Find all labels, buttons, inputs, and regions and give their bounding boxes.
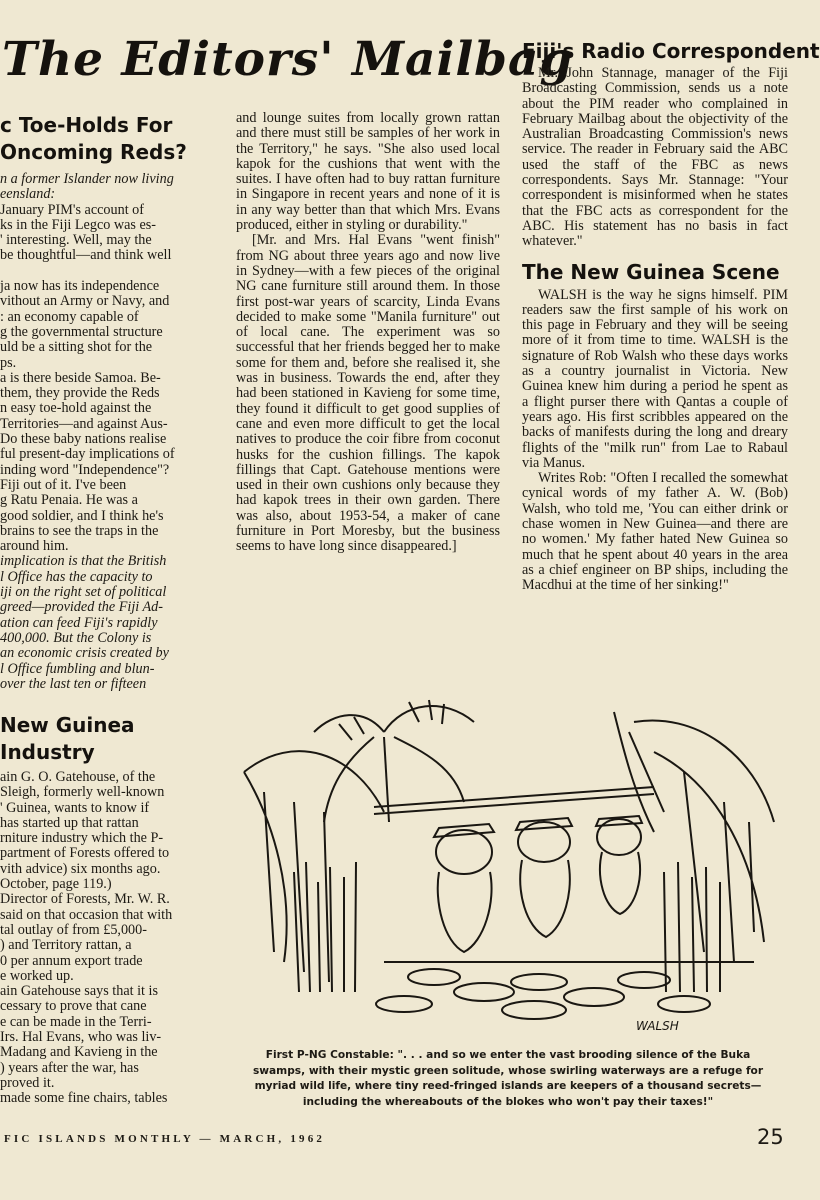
left-column-2-paragraph: Irs. Hal Evans, who was liv- (0, 1029, 162, 1046)
left-column-2-paragraph: rniture industry which the P- (0, 830, 164, 847)
left-column-paragraph: : an economy capable of (0, 308, 139, 325)
left-column-paragraph: Territories—and against Aus- (0, 415, 168, 432)
left-column-2-paragraph: said on that occasion that with (0, 906, 173, 923)
left-column-paragraph: them, they provide the Reds (0, 385, 160, 402)
left-column-2-paragraph: made some fine chairs, tables (0, 1090, 168, 1107)
left-column-2-paragraph: ) and Territory rattan, a (0, 937, 132, 954)
left-column-2-paragraph: Director of Forests, Mr. W. R. (0, 891, 170, 908)
cartoon-signature: WALSH (636, 1019, 679, 1033)
middle-column-paragraph: [Mr. and Mrs. Hal Evans "went finish" from NG about three years ago and now live in Sydney—with a few pieces of the original NG cane furniture still around them. In those first post-war years of scarcity, Linda Evans decided to make some "Manila furniture" out of local cane. The experiment was so successful that her friends begged her to make some for them and, before she realised it, she was in business. Towards the end, after they had been stationed in Kavieng for some time, they found it difficult to get good supplies of cane and even more difficult to get the local natives to produce the coir fibre from coconut husks for the cushion fillings. The kapok fillings that Capt. Gatehouse mentions were used in their own cushions only because they had kapok trees in their own garden. There was also, about 1953-54, a maker of cane furniture in Port Moresby, but the business seems to have long since disappeared.] (236, 232, 500, 555)
left-column-paragraph: ful present-day implications of (0, 446, 175, 463)
middle-article-body (236, 111, 500, 691)
left-article-2 (0, 712, 214, 1117)
left-column-2-paragraph: e worked up. (0, 967, 74, 984)
footer-running-title: FIC ISLANDS MONTHLY — MARCH, 1962 (4, 1133, 326, 1145)
left-column-paragraph: l Office has the capacity to (0, 568, 153, 585)
left-column-2-paragraph: ain Gatehouse says that it is (0, 983, 159, 1000)
left-column-2-paragraph: e can be made in the Terri- (0, 1013, 152, 1030)
left-column-paragraph: around him. (0, 538, 69, 555)
left-column-paragraph: January PIM's account of (0, 201, 145, 218)
left-column-paragraph: an economic crisis created by (0, 645, 169, 662)
left-column-paragraph: vithout an Army or Navy, and (0, 293, 170, 310)
left-article (0, 112, 214, 692)
left-column-2-paragraph: Madang and Kavieng in the (0, 1044, 158, 1061)
left-column-paragraph: g the governmental structure (0, 323, 163, 340)
left-headline-line-1: c Toe-Holds For (0, 113, 173, 137)
right-column-2-paragraph: WALSH is the way he signs himself. PIM readers saw the first sample of his work on this page in February and they will be seeing more of it from time to time. WALSH is the signature of Rob Walsh who these days works as a country journalist in Victoria. New Guinea knew him during a period he spent as a flight purser there with Qantas a couple of years ago. His first scribbles appeared on the backs of manifests during the long and dreary flights of the "milk run" from Lae to Rabaul via Manus. (522, 286, 788, 471)
left-column-paragraph: inding word "Independence"? (0, 461, 170, 478)
left-column-2-paragraph: has started up that rattan (0, 814, 139, 831)
left-article-body (0, 172, 214, 692)
left-column-paragraph: a is there beside Samoa. Be- (0, 369, 161, 386)
left-column-2-paragraph: ain G. O. Gatehouse, of the (0, 769, 156, 785)
left-column-2-paragraph: 0 per annum export trade (0, 952, 143, 969)
left-column-2-paragraph: cessary to prove that cane (0, 998, 147, 1015)
middle-column-paragraph: and lounge suites from locally grown rattan and there must still be samples of her work in the Territory," he says. "She also used local kapok for the cushions that went with the suites. I have often had to buy rattan furniture in Singapore in recent years and none of it is in any way better than that which Mrs. Evans produced, either in styling or durability." (236, 110, 500, 234)
left-column-2-paragraph: vith advice) six months ago. (0, 860, 161, 877)
right-column-2-paragraph: Writes Rob: "Often I recalled the somewhat cynical words of my father A. W. (Bob) Walsh, who told me, 'You can either drink or chase women in New Guinea—and there are no women.' My father hated New Guinea so much that he spent about 40 years in the area as a chief engineer on BP ships, including the Macdhui at the time of her sinking!" (522, 470, 788, 594)
industry-article-body (0, 770, 214, 1107)
left-column-paragraph: ation can feed Fiji's rapidly (0, 614, 158, 631)
left-column-paragraph: iji on the right set of political (0, 584, 167, 601)
left-column-paragraph: greed—provided the Fiji Ad- (0, 599, 163, 616)
new-guinea-scene-body (522, 288, 788, 594)
industry-headline-line-1: New Guinea (0, 713, 135, 737)
walsh-cartoon-illustration (234, 692, 790, 1040)
left-column-paragraph: g Ratu Penaia. He was a (0, 492, 138, 509)
left-column-2-paragraph: partment of Forests offered to (0, 845, 170, 862)
left-column-2-paragraph: ' Guinea, wants to know if (0, 799, 150, 816)
left-column-paragraph: implication is that the British (0, 553, 167, 570)
left-column-paragraph: n easy toe-hold against the (0, 400, 152, 417)
left-column-paragraph: over the last ten or fifteen (0, 675, 147, 692)
page-number: 25 (757, 1125, 784, 1149)
left-column-paragraph: n a former Islander now living (0, 171, 174, 187)
left-column-2-paragraph: proved it. (0, 1074, 55, 1091)
left-column-paragraph: ps. (0, 354, 17, 371)
left-column-2-paragraph: ) years after the war, has (0, 1059, 139, 1076)
left-column-paragraph: l Office fumbling and blun- (0, 660, 155, 677)
left-column-paragraph: uld be a sitting shot for the (0, 339, 153, 356)
left-column-paragraph: eensland: (0, 186, 56, 203)
cartoon-caption: First P-NG Constable: ". . . and so we enter the vast brooding silence of the Buka swamps, with their mystic green solitude, whose swirling waterways are a refuge for myriad wild life, where tiny reed-fringed islands are keepers of a thousand secrets—including the whereabouts of the blokes who won't pay their taxes!" (252, 1049, 764, 1108)
left-column-paragraph: Do these baby nations realise (0, 431, 167, 448)
left-column-paragraph: ks in the Fiji Legco was es- (0, 216, 157, 233)
left-column-paragraph: ja now has its independence (0, 278, 160, 295)
masthead: The Editors' Mailbag (2, 32, 574, 87)
left-column-paragraph (0, 264, 214, 279)
left-column-2-paragraph: Sleigh, formerly well-known (0, 784, 165, 801)
new-guinea-scene-headline: The New Guinea Scene (522, 259, 780, 284)
left-column-2-paragraph: tal outlay of from £5,000- (0, 921, 147, 938)
right-article (522, 38, 820, 688)
left-headline-line-2: Oncoming Reds? (0, 140, 187, 164)
left-column-paragraph: brains to see the traps in the (0, 522, 159, 539)
left-column-paragraph: Fiji out of it. I've been (0, 476, 127, 493)
left-column-paragraph: ' interesting. Well, may the (0, 232, 152, 249)
left-column-paragraph: 400,000. But the Colony is (0, 629, 152, 646)
left-column-paragraph: be thoughtful—and think well (0, 247, 172, 264)
right-column-paragraph: Mr. John Stannage, manager of the Fiji Broadcasting Commission, sends us a note about the PIM reader who complained in February Mailbag about the objectivity of the Australian Broadcasting Commission's news service. The reader in February said the ABC used the staff of the FBC as news correspondents. Says Mr. Stannage: "Your correspondent is misinformed when he states that the FBC acts as correspondent for the ABC. His statement has no basis in fact whatever." (522, 65, 788, 250)
fiji-radio-headline: Fiji's Radio Correspondent (522, 39, 820, 63)
left-column-2-paragraph: October, page 119.) (0, 876, 112, 893)
industry-headline-line-2: Industry (0, 740, 95, 764)
left-column-paragraph: good soldier, and I think he's (0, 507, 164, 524)
fiji-radio-body (522, 66, 788, 250)
